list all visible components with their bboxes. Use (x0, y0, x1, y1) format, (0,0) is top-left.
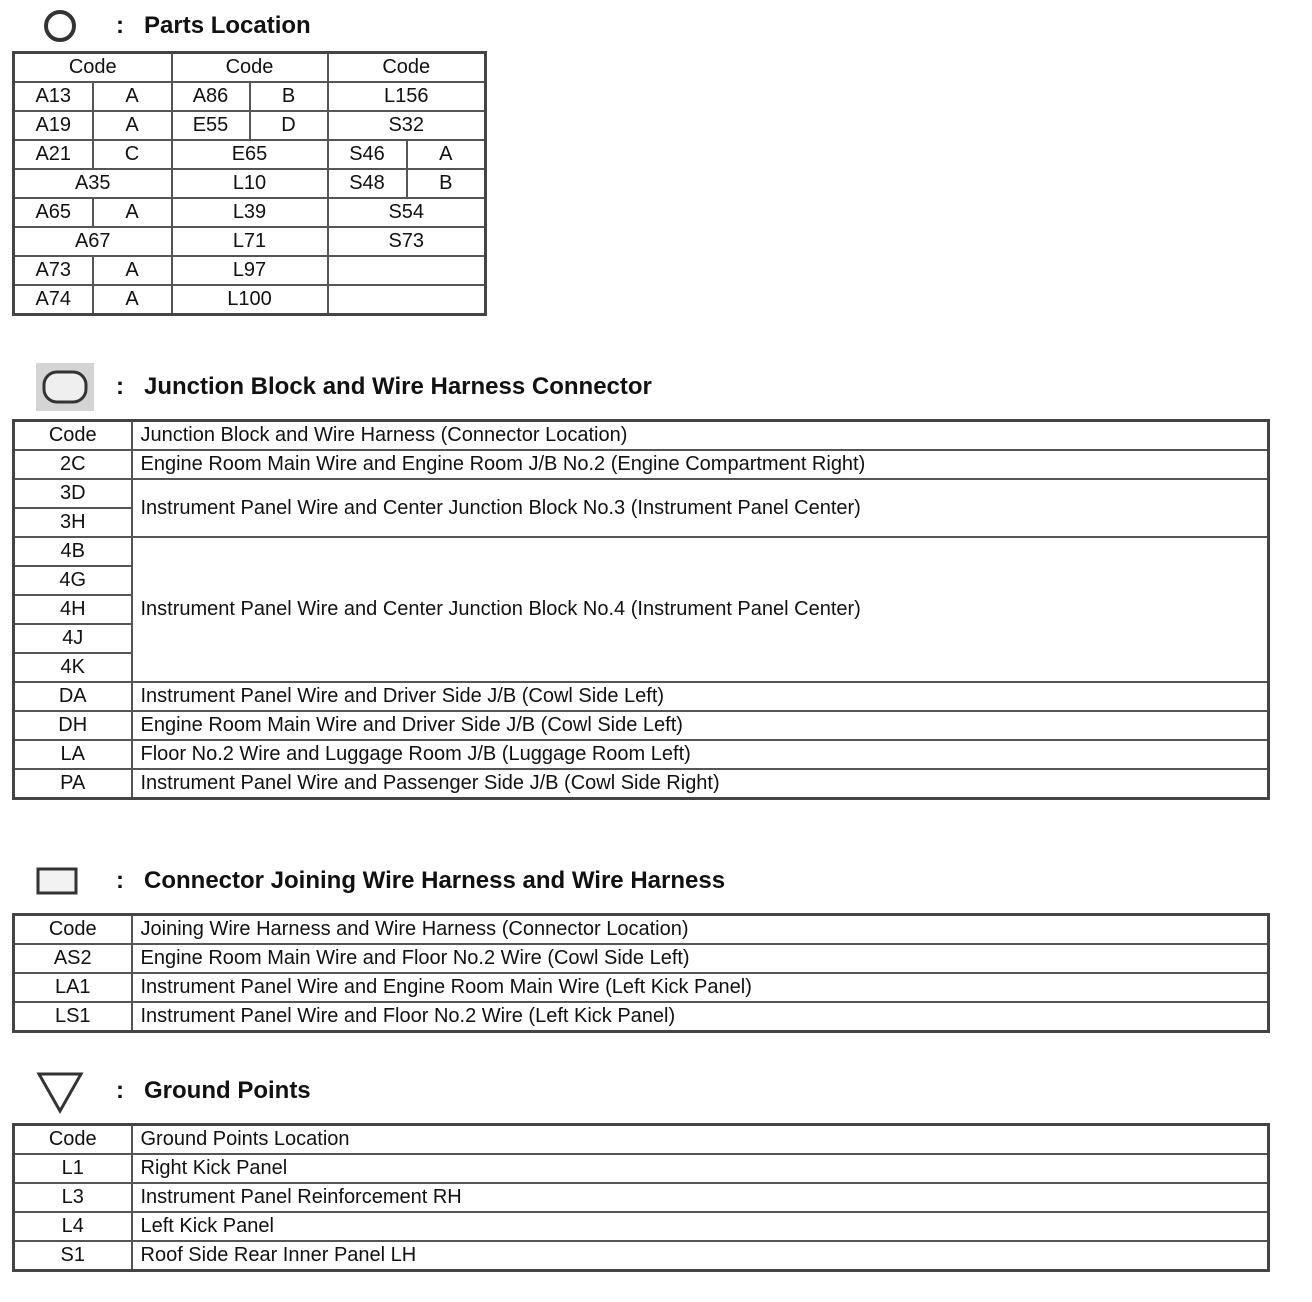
ground-points-table (12, 1123, 1270, 1272)
column-header: Code (172, 53, 328, 83)
table-row (14, 111, 486, 140)
ground-description: Instrument Panel Reinforcement RH (132, 1183, 1269, 1212)
parts-location-table (12, 51, 487, 316)
table-row (14, 285, 486, 315)
part-code: E55 (172, 111, 250, 140)
ground-triangle-icon (36, 1071, 84, 1115)
connector-code: AS2 (14, 944, 132, 973)
part-code: A35 (14, 169, 172, 198)
ground-points-colon: : (116, 1077, 124, 1104)
table-row (14, 140, 486, 169)
junction-code: PA (14, 769, 132, 799)
part-code: L39 (172, 198, 328, 227)
part-code: L156 (328, 82, 486, 111)
part-code: A13 (14, 82, 93, 111)
part-code: A67 (14, 227, 172, 256)
table-row (14, 169, 486, 198)
junction-code: 4H (14, 595, 132, 624)
part-code: S46 (328, 140, 407, 169)
table-header-row (14, 915, 1269, 945)
connector-joining-title: Connector Joining Wire Harness and Wire Harness (144, 867, 726, 894)
table-row (14, 227, 486, 256)
table-row (14, 198, 486, 227)
ground-code: L3 (14, 1183, 132, 1212)
table-row (14, 682, 1269, 711)
connector-code: LS1 (14, 1002, 132, 1032)
table-row (14, 479, 1269, 508)
part-code (328, 256, 486, 285)
column-header-description: Joining Wire Harness and Wire Harness (Connector Location) (132, 915, 1269, 945)
junction-code: 3D (14, 479, 132, 508)
junction-block-table (12, 419, 1270, 800)
table-header-row (14, 421, 1269, 451)
table-row (14, 944, 1269, 973)
ground-description: Roof Side Rear Inner Panel LH (132, 1241, 1269, 1271)
ground-code: S1 (14, 1241, 132, 1271)
parts-location-colon: : (116, 12, 124, 39)
table-header-row (14, 1125, 1269, 1155)
part-code: S48 (328, 169, 407, 198)
connector-joining-colon: : (116, 867, 124, 894)
part-suffix: B (407, 169, 486, 198)
junction-description: Engine Room Main Wire and Driver Side J/B (Cowl Side Left) (132, 711, 1269, 740)
part-code: L71 (172, 227, 328, 256)
part-code: L10 (172, 169, 328, 198)
junction-code: DA (14, 682, 132, 711)
part-code: L100 (172, 285, 328, 315)
junction-code: 3H (14, 508, 132, 537)
part-code: L97 (172, 256, 328, 285)
table-row (14, 1154, 1269, 1183)
part-code: S73 (328, 227, 486, 256)
part-code: E65 (172, 140, 328, 169)
column-header-description: Ground Points Location (132, 1125, 1269, 1155)
connector-code: LA1 (14, 973, 132, 1002)
column-header-code: Code (14, 915, 132, 945)
part-suffix: D (250, 111, 328, 140)
parts-location-title: Parts Location (144, 12, 311, 39)
table-row (14, 769, 1269, 799)
part-suffix: A (93, 111, 172, 140)
junction-description: Engine Room Main Wire and Engine Room J/B No.2 (Engine Compartment Right) (132, 450, 1269, 479)
part-code: A73 (14, 256, 93, 285)
junction-description: Instrument Panel Wire and Driver Side J/B (Cowl Side Left) (132, 682, 1269, 711)
part-code: A21 (14, 140, 93, 169)
junction-description: Instrument Panel Wire and Passenger Side J/B (Cowl Side Right) (132, 769, 1269, 799)
junction-description: Instrument Panel Wire and Center Junction Block No.4 (Instrument Panel Center) (132, 537, 1269, 682)
column-header-code: Code (14, 421, 132, 451)
part-suffix: A (93, 285, 172, 315)
table-row (14, 450, 1269, 479)
part-code: A74 (14, 285, 93, 315)
table-row (14, 1183, 1269, 1212)
junction-code: DH (14, 711, 132, 740)
table-row (14, 740, 1269, 769)
junction-block-title: Junction Block and Wire Harness Connector (144, 373, 652, 400)
ground-points-title: Ground Points (144, 1077, 311, 1104)
ground-description: Left Kick Panel (132, 1212, 1269, 1241)
ground-code: L4 (14, 1212, 132, 1241)
junction-code: 4J (14, 624, 132, 653)
part-code: A86 (172, 82, 250, 111)
junction-code: 4B (14, 537, 132, 566)
column-header: Code (14, 53, 172, 83)
junction-block-icon (36, 363, 94, 411)
ground-code: L1 (14, 1154, 132, 1183)
part-suffix: A (93, 82, 172, 111)
connector-description: Instrument Panel Wire and Engine Room Main Wire (Left Kick Panel) (132, 973, 1269, 1002)
column-header-description: Junction Block and Wire Harness (Connector Location) (132, 421, 1269, 451)
part-suffix: A (407, 140, 486, 169)
junction-code: LA (14, 740, 132, 769)
column-header: Code (328, 53, 486, 83)
column-header-code: Code (14, 1125, 132, 1155)
ground-description: Right Kick Panel (132, 1154, 1269, 1183)
part-code: A19 (14, 111, 93, 140)
table-row (14, 711, 1269, 740)
connector-description: Instrument Panel Wire and Floor No.2 Wire (Left Kick Panel) (132, 1002, 1269, 1032)
junction-code: 4K (14, 653, 132, 682)
part-code: S32 (328, 111, 486, 140)
table-row (14, 1212, 1269, 1241)
circle-icon (42, 8, 78, 44)
table-row (14, 1002, 1269, 1032)
table-row (14, 537, 1269, 566)
table-row (14, 973, 1269, 1002)
part-suffix: A (93, 198, 172, 227)
part-suffix: B (250, 82, 328, 111)
part-suffix: A (93, 256, 172, 285)
connector-description: Engine Room Main Wire and Floor No.2 Wire (Cowl Side Left) (132, 944, 1269, 973)
junction-block-colon: : (116, 373, 124, 400)
junction-description: Instrument Panel Wire and Center Junction Block No.3 (Instrument Panel Center) (132, 479, 1269, 537)
part-code: S54 (328, 198, 486, 227)
table-header-row (14, 53, 486, 83)
junction-code: 4G (14, 566, 132, 595)
part-suffix: C (93, 140, 172, 169)
rectangle-icon (36, 867, 78, 895)
table-row (14, 82, 486, 111)
part-code (328, 285, 486, 315)
junction-code: 2C (14, 450, 132, 479)
part-code: A65 (14, 198, 93, 227)
table-row (14, 256, 486, 285)
junction-description: Floor No.2 Wire and Luggage Room J/B (Luggage Room Left) (132, 740, 1269, 769)
table-row (14, 1241, 1269, 1271)
connector-joining-table (12, 913, 1270, 1033)
